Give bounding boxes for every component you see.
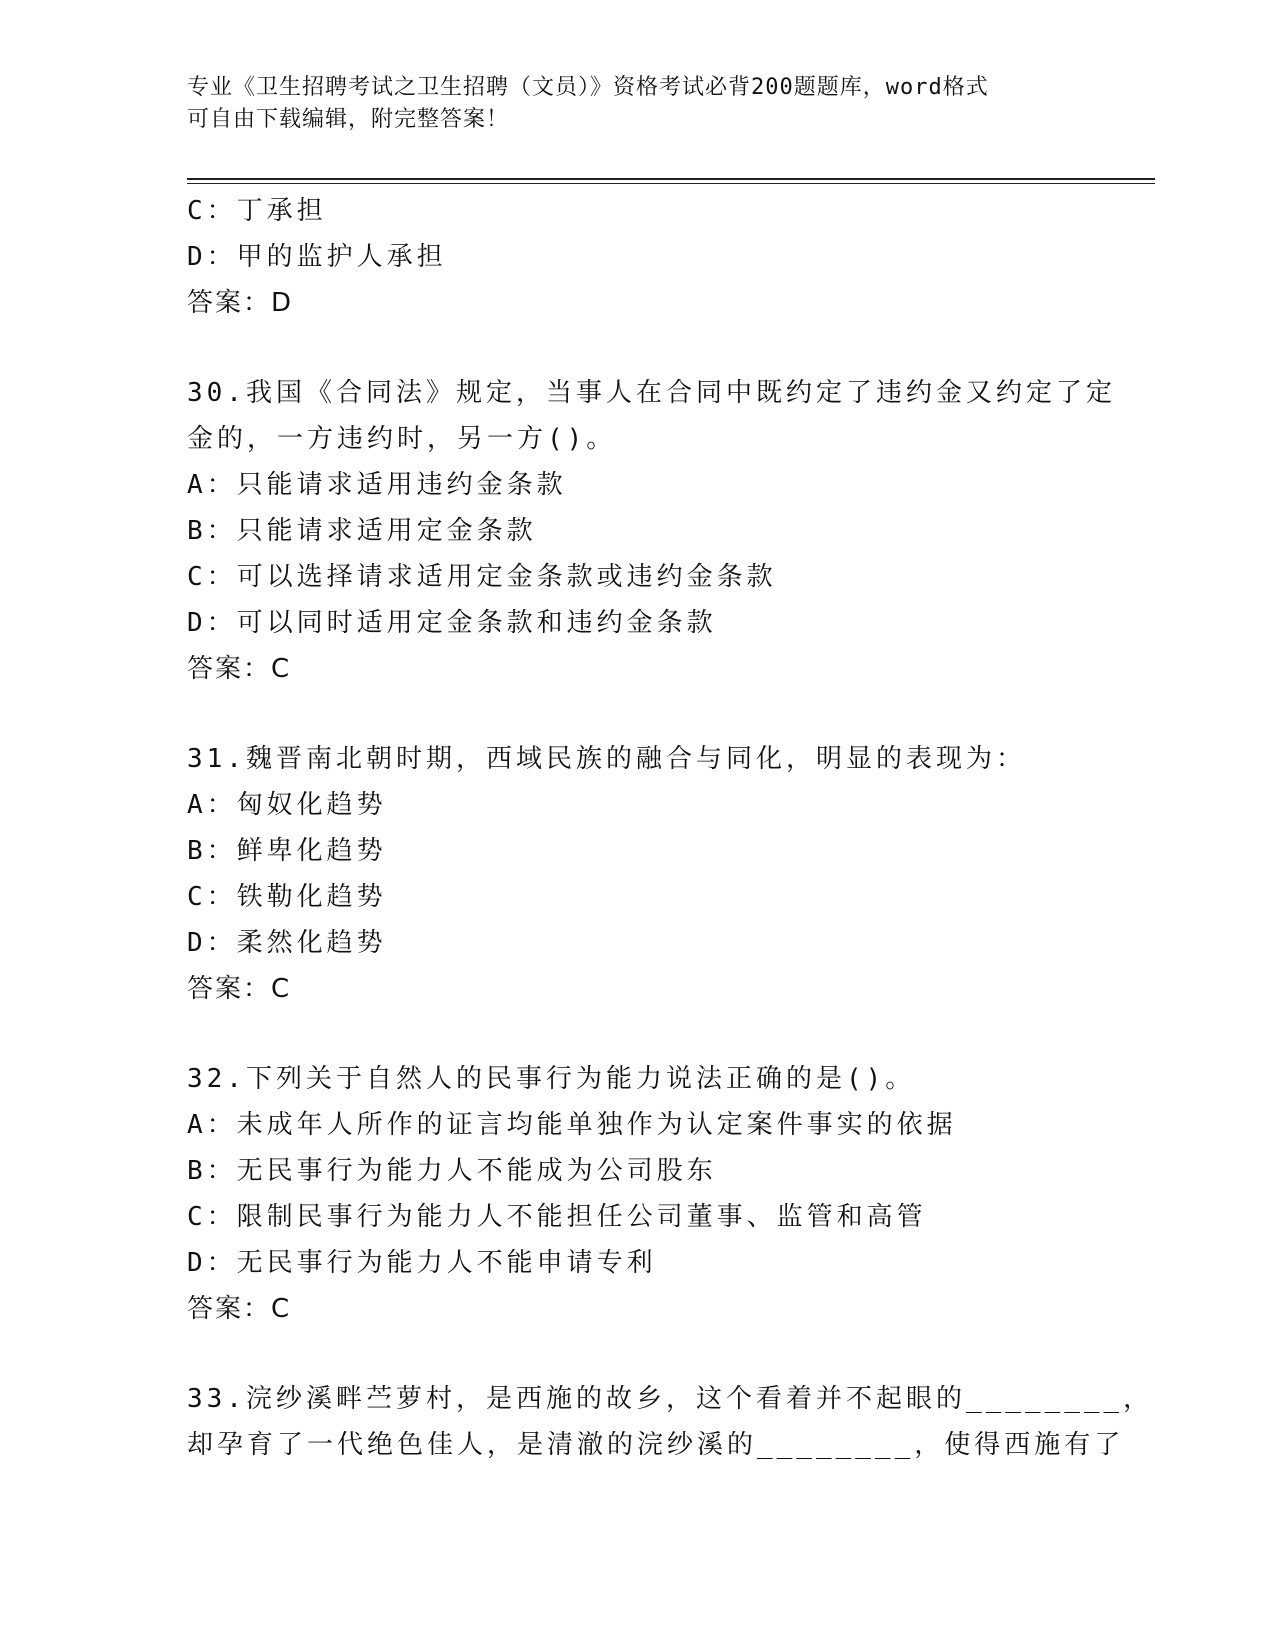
document-body bbox=[187, 188, 1155, 1468]
spacer bbox=[187, 326, 1155, 370]
answer-line: 答案：C bbox=[187, 1294, 292, 1324]
option-a: A：未成年人所作的证言均能单独作为认定案件事实的依据 bbox=[187, 1110, 957, 1140]
header-rule-thin bbox=[187, 183, 1155, 184]
question-text: 却孕育了一代绝色佳人，是清澈的浣纱溪的________，使得西施有了 bbox=[187, 1430, 1125, 1460]
option-a: A：只能请求适用违约金条款 bbox=[187, 470, 567, 500]
question-text: 32.下列关于自然人的民事行为能力说法正确的是()。 bbox=[187, 1064, 916, 1094]
option-c: C：丁承担 bbox=[187, 196, 327, 226]
question-text: 33.浣纱溪畔苎萝村，是西施的故乡，这个看着并不起眼的________， bbox=[187, 1384, 1154, 1414]
answer-line: 答案：C bbox=[187, 654, 292, 684]
question-30 bbox=[187, 370, 1155, 692]
header-rule-thick bbox=[187, 178, 1155, 180]
question-29-tail bbox=[187, 188, 1155, 326]
option-b: B：鲜卑化趋势 bbox=[187, 836, 387, 866]
question-text: 30.我国《合同法》规定，当事人在合同中既约定了违约金又约定了定 bbox=[187, 378, 1116, 408]
question-33 bbox=[187, 1376, 1155, 1468]
spacer bbox=[187, 1332, 1155, 1376]
question-31 bbox=[187, 736, 1155, 1012]
option-d: D：柔然化趋势 bbox=[187, 928, 387, 958]
option-b: B：只能请求适用定金条款 bbox=[187, 516, 537, 546]
answer-line: 答案：D bbox=[187, 288, 294, 318]
header-line-2: 可自由下载编辑，附完整答案！ bbox=[187, 107, 510, 132]
option-c: C：可以选择请求适用定金条款或违约金条款 bbox=[187, 562, 777, 592]
option-d: D：甲的监护人承担 bbox=[187, 242, 447, 272]
spacer bbox=[187, 1012, 1155, 1056]
question-text: 31.魏晋南北朝时期，西域民族的融合与同化，明显的表现为： bbox=[187, 744, 1026, 774]
option-b: B：无民事行为能力人不能成为公司股东 bbox=[187, 1156, 717, 1186]
option-d: D：无民事行为能力人不能申请专利 bbox=[187, 1248, 657, 1278]
answer-line: 答案：C bbox=[187, 974, 292, 1004]
option-d: D：可以同时适用定金条款和违约金条款 bbox=[187, 608, 717, 638]
document-header bbox=[187, 72, 1087, 136]
option-c: C：铁勒化趋势 bbox=[187, 882, 387, 912]
option-c: C：限制民事行为能力人不能担任公司董事、监管和高管 bbox=[187, 1202, 927, 1232]
spacer bbox=[187, 692, 1155, 736]
question-text: 金的，一方违约时，另一方()。 bbox=[187, 424, 617, 454]
header-line-1: 专业《卫生招聘考试之卫生招聘（文员）》资格考试必背200题题库，word格式 bbox=[187, 75, 989, 100]
option-a: A：匈奴化趋势 bbox=[187, 790, 387, 820]
question-32 bbox=[187, 1056, 1155, 1332]
